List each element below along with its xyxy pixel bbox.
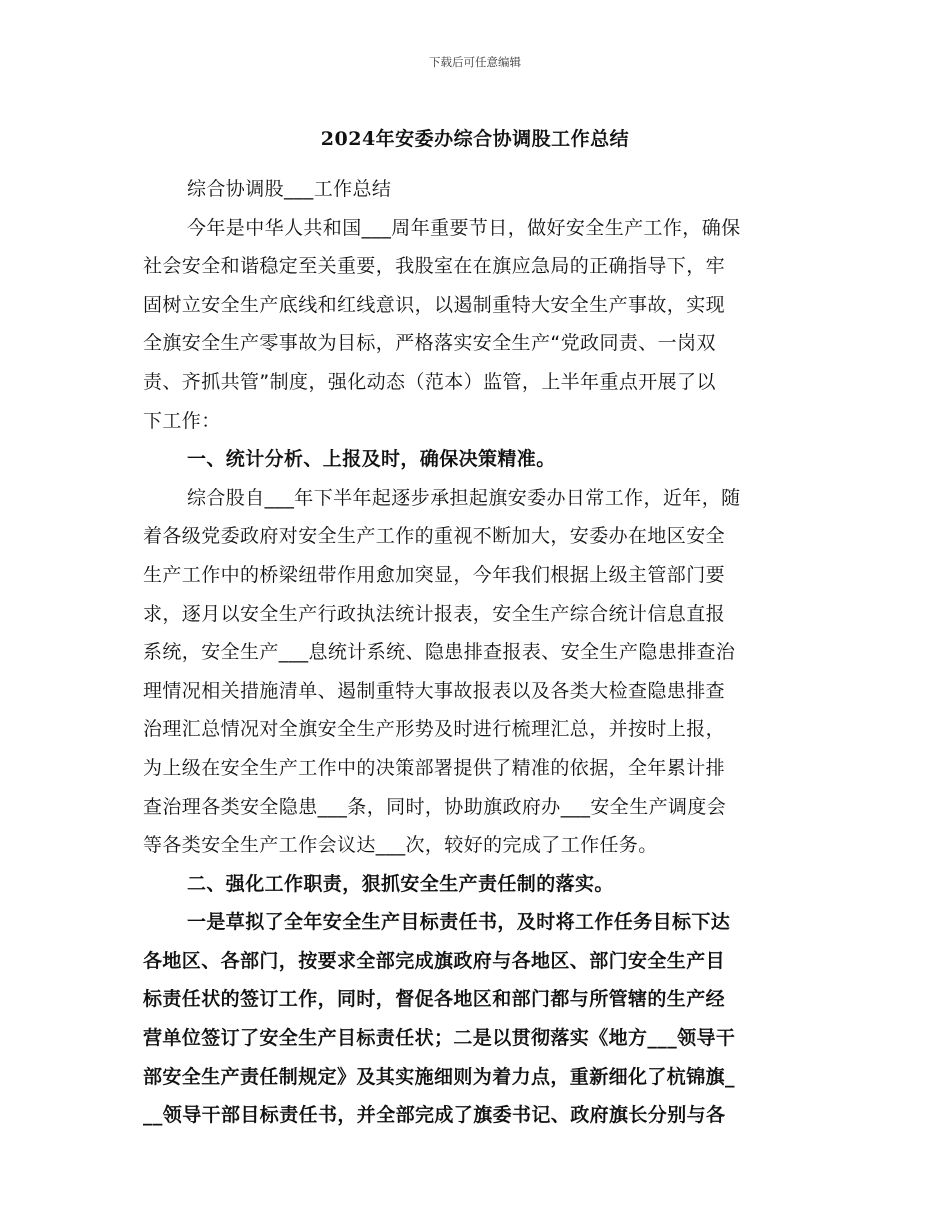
body-line: 为上级在安全生产工作中的决策部署提供了精准的依据，全年累计排: [143, 756, 726, 779]
body-line: 全旗安全生产零事故为目标，严格落实安全生产“党政同责、一岗双: [143, 332, 716, 355]
body-line: 社会安全和谐稳定至关重要，我股室在在旗应急局的正确指导下，牢: [143, 255, 726, 278]
body-line: 各地区、各部门，按要求全部完成旗政府与各地区、部门安全生产目: [143, 949, 726, 972]
body-line: 系统，安全生产___息统计系统、隐患排查报表、安全生产隐患排查治: [143, 641, 736, 664]
body-line: 着各级党委政府对安全生产工作的重视不断加大，安委办在地区安全: [143, 525, 726, 548]
document-body: [143, 170, 811, 1135]
body-line: 标责任状的签订工作，同时，督促各地区和部门都与所管辖的生产经: [143, 988, 726, 1011]
body-line: 生产工作中的桥梁纽带作用愈加突显，今年我们根据上级主管部门要: [143, 563, 726, 586]
body-line: 一是草拟了全年安全生产目标责任书，及时将工作任务目标下达: [187, 911, 731, 934]
section-heading: 二、强化工作职责，狠抓安全生产责任制的落实。: [187, 872, 614, 895]
body-line: 等各类安全生产工作会议达___次，较好的完成了工作任务。: [143, 834, 658, 857]
body-line: 营单位签订了安全生产目标责任状；二是以贯彻落实《地方___领导干: [143, 1027, 736, 1050]
body-line: 部安全生产责任制规定》及其实施细则为着力点，重新细化了杭锦旗_: [143, 1065, 735, 1088]
body-line: 查治理各类安全隐患___条，同时，协助旗政府办___安全生产调度会: [143, 795, 727, 818]
body-line: 求，逐月以安全生产行政执法统计报表，安全生产综合统计信息直报: [143, 602, 726, 625]
header-note: 下载后可任意编辑: [429, 55, 521, 69]
body-line: 责、齐抓共管”制度，强化动态（范本）监管，上半年重点开展了以: [143, 370, 716, 393]
body-line: 理情况相关措施清单、遏制重特大事故报表以及各类大检查隐患排查: [143, 679, 726, 702]
body-line: 综合协调股___工作总结: [187, 178, 392, 200]
body-line: __领导干部目标责任书，并全部完成了旗委书记、政府旗长分别与各: [143, 1104, 726, 1127]
body-line: 今年是中华人共和国___周年重要节日，做好安全生产工作，确保: [187, 216, 741, 239]
section-heading: 一、统计分析、上报及时，确保决策精准。: [187, 448, 556, 471]
document-title: 2024年安委办综合协调股工作总结: [320, 128, 630, 150]
body-line: 下工作：: [143, 409, 221, 432]
body-line: 固树立安全生产底线和红线意识，以遏制重特大安全生产事故，实现: [143, 293, 726, 316]
body-line: 治理汇总情况对全旗安全生产形势及时进行梳理汇总，并按时上报，: [143, 718, 726, 741]
body-line: 综合股自___年下半年起逐步承担起旗安委办日常工作，近年，随: [187, 486, 741, 509]
